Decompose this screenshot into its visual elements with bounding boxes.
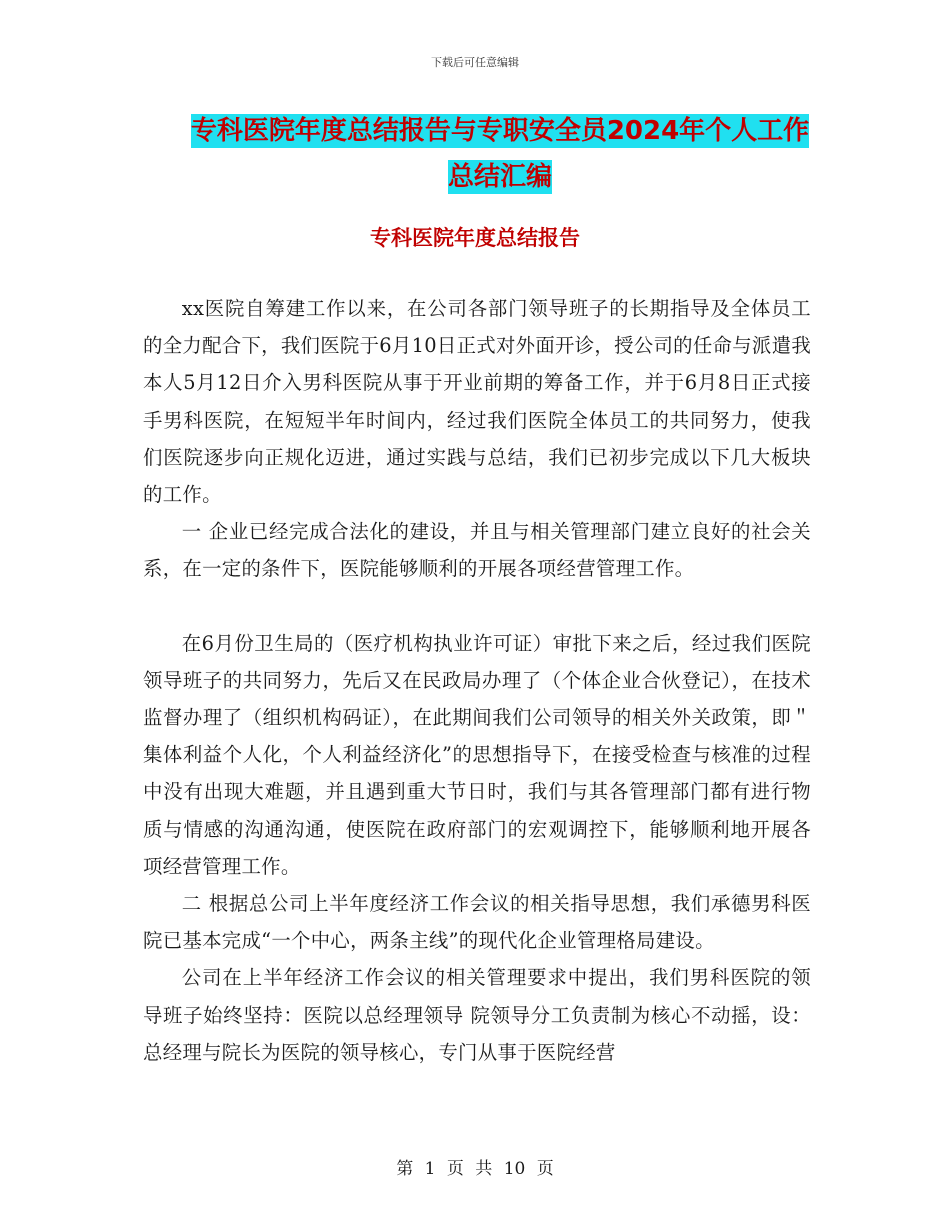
paragraph: 一 企业已经完成合法化的建设，并且与相关管理部门建立良好的社会关系，在一定的条件下，医院能够顺利的开展各项经营管理工作。 [143,520,811,581]
paragraph: 公司在上半年经济工作会议的相关管理要求中提出，我们男科医院的领导班子始终坚持：医院以总经理领导 院领导分工负责制为核心不动摇，设：总经理与院长为医院的领导核心，专门从事于医院经营 [143,966,811,1064]
paragraph: 在6月份卫生局的（医疗机构执业许可证）审批下来之后，经过我们医院领导班子的共同努力，先后又在民政局办理了（个体企业合伙登记），在技术监督办理了（组织机构码证），在此期间我们公司领导的相关外关政策，即＂集体利益个人化，个人利益经济化”的思想指导下，在接受检查与核准的过程中没有出现大难题，并且遇到重大节日时，我们与其各管理部门都有进行物质与情感的沟通沟通，使医院在政府部门的宏观调控下，能够顺利地开展各项经营管理工作。 [143,631,811,878]
section-title: 专科医院年度总结报告 [370,226,580,250]
document-title-line-2: 总结汇编 [447,162,552,192]
body-text [143,290,811,1071]
document-title-line-1: 专科医院年度总结报告与专职安全员2024年个人工作 [190,116,810,146]
header-note: 下载后可任意编辑 [431,56,519,69]
document-title [140,108,860,200]
page-number-footer: 第 1 页 共 10 页 [396,1159,554,1179]
paragraph: xx医院自筹建工作以来，在公司各部门领导班子的长期指导及全体员工的全力配合下，我们医院于6月10日正式对外面开诊，授公司的任命与派遣我本人5月12日介入男科医院从事于开业前期的筹备工作，并于6月8日正式接手男科医院，在短短半年时间内，经过我们医院全体员工的共同努力，使我们医院逐步向正规化迈进，通过实践与总结，我们已初步完成以下几大板块的工作。 [143,297,812,507]
paragraph: 二 根据总公司上半年度经济工作会议的相关指导思想，我们承德男科医院已基本完成“一个中心，两条主线”的现代化企业管理格局建设。 [143,892,811,953]
